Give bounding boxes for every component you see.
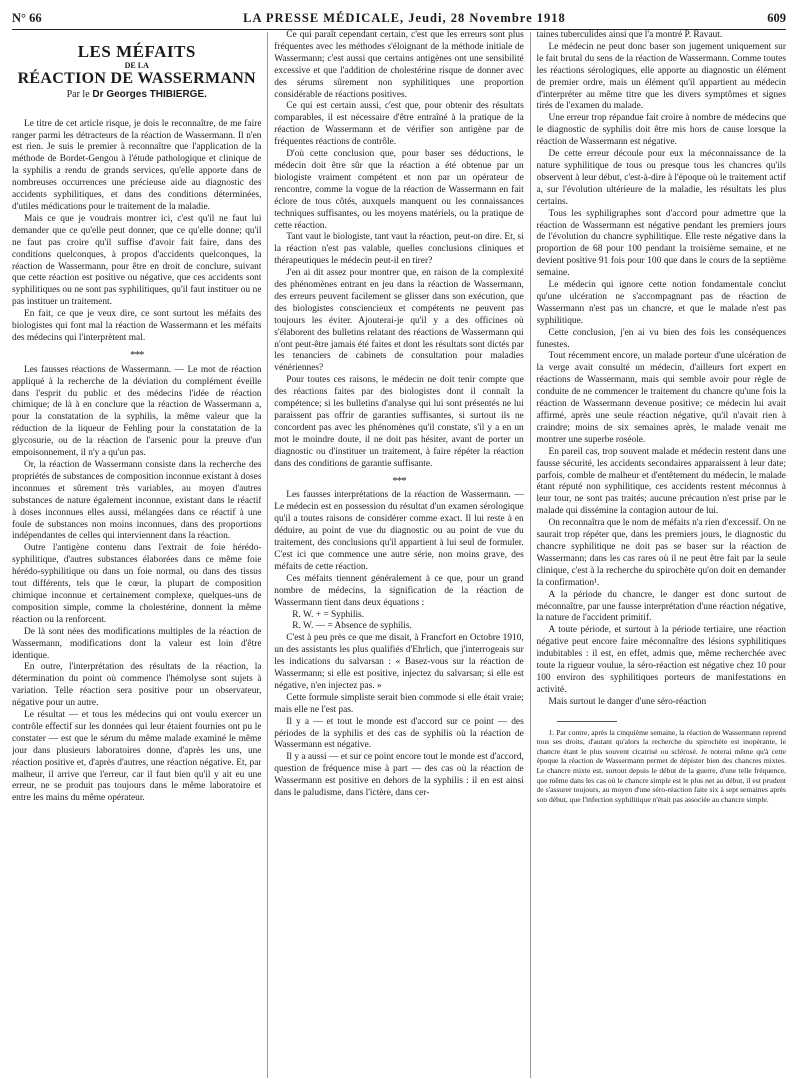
formula-positive: R. W. + = Syphilis. [292,609,365,620]
formula-negative: R. W. — = Absence de syphilis. [292,621,412,632]
paragraph: Le médecin qui ignore cette notion fondamentale conclut qu'une ulcération ne s'accompagnant pas de réaction de Wassermann n'est pas un chancre, et que le malade n'est pas syphilitique. [536,280,786,326]
column-3 [537,30,786,1082]
paragraph: De cette erreur découle pour eux la méconnaissance de la nature syphilitique de tous ou presque tous les chancres qu'ils observent à leur début, c'est-à-dire à l'époque où le traitement actif a, sur l'évolution ultérieure de la maladie, les résultats les plus certains. [536,149,786,207]
paragraph: Les fausses réactions de Wassermann. — Le mot de réaction appliqué à la recherche de la déviation du complément éveille dans l'esprit du public et des médecins l'idée de réaction chimique; de là à en conclure que la réaction de Wassermann a, pour la constatation de la syphilis, la même valeur que la réduction de la liqueur de Fehling pour la constatation de la glycosurie, ou de la réaction de l'arsenic pour la preuve d'un empoisonnement, il n'y a qu'un pas. [12,364,262,459]
paragraph: Pour toutes ces raisons, le médecin ne doit tenir compte que des réactions faites par des biologistes dont il connaît la compétence; si les bulletins d'analyse qui lui sont présentés ne lui paraissent pas offrir de garanties suffisantes, si surtout ils ne concordent pas avec les phénomènes qu'il constate, s'il y a en un mot le moindre doute, il ne doit pas hésiter, avant de porter un diagnostic ou d'instituer un traitement, à faire répéter la réaction dans des conditions de garantie suffisante. [274,375,524,469]
paragraph: taines tuberculides ainsi que l'a montré P. Ravaut. [536,30,723,40]
paragraph: On reconnaîtra que le nom de méfaits n'a rien d'excessif. On ne saurait trop répéter que, dans les premiers jours, le diagnostic du chancre syphilitique ne doit pas se baser sur la réaction de Wassermann; dans les cas rares où il ne peut être fait par la seule clinique, c'est à la recherche du spirochète qu'on doit en demander la confirmation¹. [536,518,786,588]
section-separator: *** [129,348,144,361]
paragraph: Tout récemment encore, un malade porteur d'une ulcération de la verge avait consulté un médecin, d'ailleurs fort expert en réactions de Wassermann, mais qui semble avoir pour règle de conduite de ne commencer le traitement du chancre qu'une fois la réaction de Wassermann devenue positive; ce médecin lui avait affirmé, après une seule réaction négative, qu'il n'avait rien à craindre; moins de six semaines après, le malade venait me montrer une superbe roséole. [536,351,786,445]
paragraph: D'où cette conclusion que, pour baser ses déductions, le médecin doit être sûr que la réaction a été obtenue par un biologiste vraiment compétent et non par un opérateur de rencontre, comme la vogue de la réaction de Wassermann en fait éclore de tous côtés, auxquels manquent ou les connaissances techniques suffisantes, ou les moyens matériels, ou la pratique de cette réaction. [274,149,524,231]
paragraph: En pareil cas, trop souvent malade et médecin restent dans une fausse sécurité, les accidents secondaires apparaissent à leur date; parfois, comble de malheur et d'entêtement du médecin, le malade étant réputé non syphilitique, ces accidents restent méconnus à leur tour, ne sont pas traités; aucune précaution n'est prise par le malade qui dissémine la contagion autour de lui. [536,446,786,517]
column-divider [261,30,274,1082]
paragraph: Le résultat — et tous les médecins qui ont voulu exercer un contrôle effectif sur les données qui leur étaient fournies ont pu le constater — est que le sérum du même malade examiné le même jour dans plusieurs laboratoires donne, d'après les uns, une réaction positive et, d'après d'autres, une réaction négative. Et, par malheur, il arrive que l'erreur, car il faut bien qu'il y ait eu une erreur, ne se produit pas toujours dans le même laboratoire et entre les mains du même opérateur. [12,710,262,804]
paragraph: Il y a aussi — et sur ce point encore tout le monde est d'accord, question de fréquence mise à part — des cas où la réaction de Wassermann est positive en dehors de la syphilis : il en est ainsi dans le paludisme, dans l'ictère, dans cer- [274,752,524,799]
paragraph: Une erreur trop répandue fait croire à nombre de médecins que le diagnostic de syphilis doit être mis hors de cause lorsque la réaction de Wassermann est négative. [536,113,786,148]
paragraph: A toute période, et surtout à la période tertiaire, une réaction négative peut encore faire méconnaître des lésions syphilitiques indubitables : il est, en effet, admis que, même recherchée avec toute la rigueur voulue, la séro-réaction est négative chez 10 pour 100 environ des syphilitiques porteurs de manifestations en activité. [536,625,786,695]
column-1 [12,30,261,1082]
paragraph: A la période du chancre, le danger est donc surtout de méconnaître, par une fausse interprétation d'une réaction négative, la nature de l'accident primitif. [536,589,786,624]
paragraph: En fait, ce que je veux dire, ce sont surtout les méfaits des biologistes qui font mal la réaction de Wassermann et les méfaits des médecins qui l'interprètent mal. [12,309,262,343]
paragraph: Ce qui est certain aussi, c'est que, pour obtenir des résultats comparables, il est nécessaire d'être entraîné à la pratique de la réaction de Wassermann et de vérifier son antigène par de fréquentes réactions de contrôle. [274,101,524,148]
text-columns [12,30,786,1082]
journal-title: LA PRESSE MÉDICALE, Jeudi, 28 Novembre 1918 [243,11,566,25]
paragraph: Or, la réaction de Wassermann consiste dans la recherche des propriétés de substances de composition inconnue existant à doses inconnues et sûrement très variables, au moyen d'autres substances de nature également inconnue, existant dans le réactif à doses inconnues elles aussi, mélangées dans ce réactif à une foule de substances non moins inconnues, dans des proportions indépendantes de celles qui interviennent dans la réaction. [12,460,262,542]
paragraph: Cette formule simpliste serait bien commode si elle était vraie; mais elle ne l'est pas. [274,692,524,715]
paragraph: Tant vaut le biologiste, tant vaut la réaction, peut-on dire. Et, si la réaction n'est pas valable, quelles conclusions cliniques et thérapeutiques le médecin peut-il en tirer? [274,232,524,267]
column-divider [524,30,537,1082]
paragraph: De là sont nées des modifications multiples de la réaction de Wassermann, modifications dont la valeur est loin d'être identique. [12,626,262,661]
footnote-rule [557,721,617,722]
issue-number: N° 66 [12,11,42,25]
article-title-connector: DE LA [124,60,149,70]
footnote: 1. Par contre, après la cinquième semaine, la réaction de Wassermann reprend tous ses droits, d'autant qu'alors la recherche du spirochète est inopérante, le chancre étant le plus souvent cicatrisé ou sclérosé. Je noterai même qu'à cette époque la réaction de Wassermann permet de dépister bien des chancres mixtes. Le chancre mixte est, surtout depuis le début de la guerre, d'une telle fréquence, que même dans les cas où le chancre simple est le plus net au début, il est prudent de s'assurer toujours, au moyen d'une séro-réaction faite six à sept semaines après son début, que l'infection syphilitique n'était pas associée au chancre simple. [536,727,786,804]
section-separator: *** [392,474,406,487]
paragraph: Ce qui paraît cependant certain, c'est que les erreurs sont plus fréquentes avec les méthodes s'éloignant de la méthode initiale de Wassermann; c'est aussi que certains antigènes ont une sensibilité excessive et que l'addition de cholestérine risque de donner avec des sérums sûrement non syphilitiques une proportion considérable de réactions positives. [274,30,524,100]
article-title: LES MÉFAITS [77,42,196,61]
paragraph: Cette conclusion, j'en ai vu bien des fois les conséquences funestes. [536,327,786,350]
paragraph: C'est à peu près ce que me disait, à Francfort en Octobre 1910, un des assistants les plus qualifiés d'Ehrlich, que j'interrogeais sur les indications du salvarsan : « Basez-vous sur la réaction de Wassermann; si elle est positive, injectez du salvarsan; si elle est négative, n'en injectez pas. » [274,633,524,691]
column-2 [274,30,523,1082]
paragraph: Mais surtout le danger d'une séro-réaction [548,696,707,707]
paragraph: J'en ai dit assez pour montrer que, en raison de la complexité des phénomènes entrant en jeu dans la réaction de Wassermann, des erreurs peuvent facilement se glisser dans son exécution, que des biologistes consciencieux et compétents ne peuvent pas toujours les éviter. Ajouterai-je qu'il y a des officines où s'élaborent des bulletins relatant des réactions de Wassermann qui n'ont peut-être jamais été faites et dont les résultats sont dictés par les tenanciers de cabinets de consultation pour maladies vénériennes? [274,268,524,374]
paragraph: Il y a — et tout le monde est d'accord sur ce point — des périodes de la syphilis et des cas de syphilis où la réaction de Wassermann est négative. [274,716,524,751]
page-header [12,0,786,26]
paragraph: Outre l'antigène contenu dans l'extrait de foie hérédo-syphilitique, d'autres substances élaborées dans ce même foie hérédo-syphilitique ou dans un foie normal, ou dans des tissus tout différents, tels que le cœur, la plupart de composition chimique inconnue et certainement complexe, quelques-uns de composition simple, comme la cholestérine, donnent la même réaction ou la renforcent. [12,543,262,625]
article-title-main: RÉACTION DE WASSERMANN [17,69,256,87]
page-number: 609 [767,11,786,25]
article-byline: Par le Dr Georges THIBIERGE. [66,88,207,100]
paragraph: Mais ce que je voudrais montrer ici, c'est qu'il ne faut lui demander que ce qu'elle peut donner, que ce qu'elle donne; qu'il ne faut pas croire qu'il suffise d'avoir fait faire, dans des conditions quelconques, à propos d'accidents quelconques, la réaction de Wassermann, pour être en droit de conclure, suivant que cette réaction est positive ou négative, que ces accidents sont syphilitiques ou ne sont pas syphilitiques, qu'il faut instituer ou ne pas instituer un traitement. [12,213,262,308]
article-title-block [12,42,261,101]
paragraph: Tous les syphiligraphes sont d'accord pour admettre que la réaction de Wassermann est négative pendant les premiers jours de l'évolution du chancre syphilitique. Elle reste négative dans la proportion de 68 pour 100 pendant la troisième semaine, et ne devient positive 91 fois pour 100 que dans le cours de la septième semaine. [536,208,786,279]
paragraph: Ces méfaits tiennent généralement à ce que, pour un grand nombre de médecins, la signification de la réaction de Wassermann tient dans deux équations : [274,573,524,608]
paragraph: Le médecin ne peut donc baser son jugement uniquement sur le fait brutal du sens de la réaction de Wassermann. Comme toutes les réactions sérologiques, elle apporte au diagnostic un élément de premier ordre, mais un élément qu'il appartient au médecin d'interpréter au même titre que les divers symptômes et signes tirés de l'examen du malade. [536,41,786,112]
paragraph: En outre, l'interprétation des résultats de la réaction, la détermination du point où commence l'hémolyse sont sujets à variation. Telle réaction sera positive pour un observateur, négative pour un autre. [12,662,262,709]
paragraph: Le titre de cet article risque, je dois le reconnaître, de me faire ranger parmi les détracteurs de la réaction de Wassermann. Il n'en est rien. Je suis le premier à reconnaître que l'application de la méthode de Bordet-Gengou à l'étude pathologique et clinique de la syphilis a rendu de grands services, qu'elle apporte dans de nombreuses occurrences une précieuse aide au diagnostic des accidents syphilitiques, et dans des conditions déterminées, d'utiles médications pour le traitement de la maladie. [12,118,262,212]
paragraph: Les fausses interprétations de la réaction de Wassermann. — Le médecin est en possession du résultat d'un examen sérologique qu'il a toutes raisons de considérer comme exact. Il lui reste à en déduire, au point de vue du diagnostic ou au point de vue du traitement, des conclusions qu'il appartient à lui seul de formuler. C'est ici que commence une autre série, non moins grave, des méfaits de cette réaction. [274,490,524,572]
